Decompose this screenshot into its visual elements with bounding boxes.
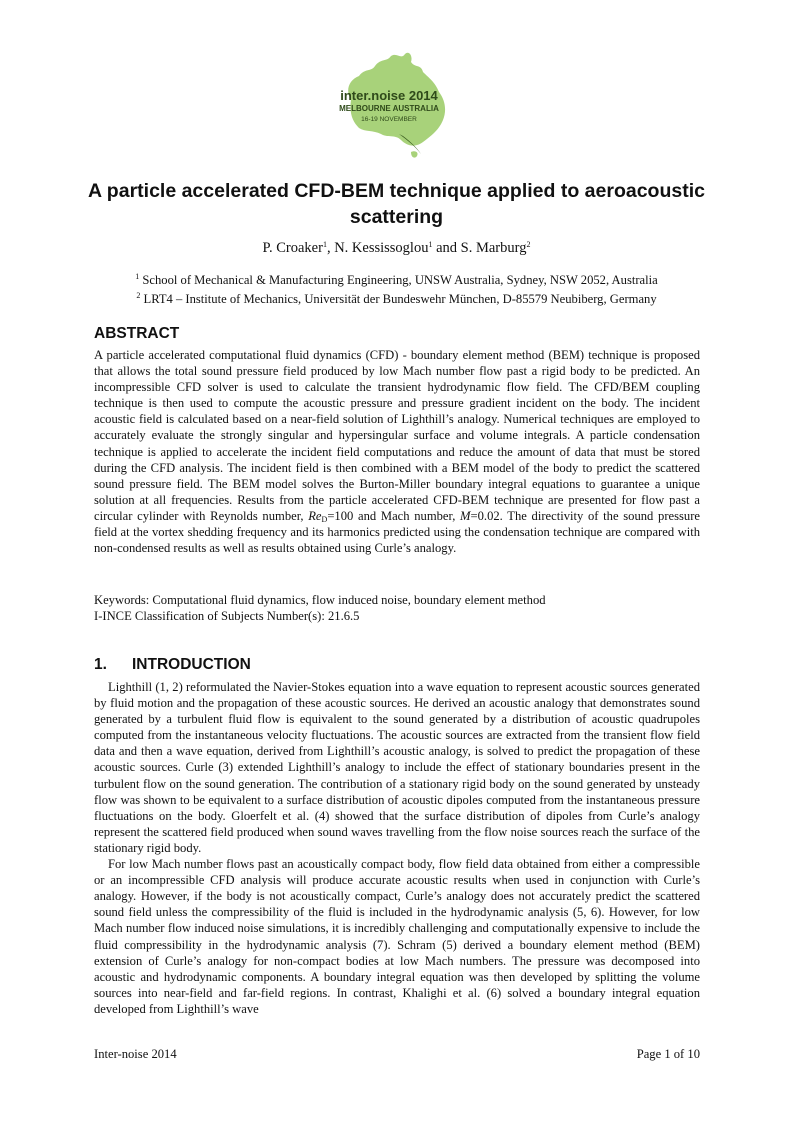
keywords-block (94, 592, 700, 624)
introduction-paragraph-1: Lighthill (1, 2) reformulated the Navier-Stokes equation into a wave equation to represent acoustic sources generated by fluid motion and the propagation of these acoustic sources. He derived an acoustic analogy that demonstrates sound generated by a turbulent fluid flow is equivalent to the sound generated by a distribution of acoustic quadrupoles computed from the instantaneous velocity fluctuations. The acoustic sources are extracted from the transient flow field data and then a wave equation, derived from Lighthill’s acoustic analogy, is solved to predict the propagation of these acoustic sources. Curle (3) extended Lighthill’s analogy to include the effect of stationary boundaries present in the turbulent flow on the sound generation. The contribution of a stationary rigid body on the sound generated by unsteady flow was shown to be equivalent to a surface distribution of acoustic dipoles computed from the instantaneous pressure fluctuations on the body. Gloerfelt et al. (4) showed that the surface distribution of dipoles from Curle’s analogy represent the scattered field produced when sound waves travelling from the flow noise sources reach the surface of the stationary rigid body. (94, 680, 700, 855)
author-conjunction: and (436, 240, 458, 256)
affiliation-marker: 1 (428, 240, 433, 249)
australia-map-logo (311, 42, 467, 164)
affiliation-marker: 2 (526, 240, 531, 249)
introduction-paragraph-2: For low Mach number flows past an acoustically compact body, flow field data obtained from either a compressible or an incompressible CFD analysis will produce accurate acoustic results when used in conjunction with Curle’s analogy. However, if the body is not acoustically compact, Curle’s analogy does not accurately predict the scattered sound field unless the compressibility of the fluid is included in the hydrodynamic analysis (5, 6). However, for low Mach number flow induced noise simulations, it is incredibly challenging and computationally expensive to include the fluid compressibility in the hydrodynamic analysis (7). Schram (5) derived a boundary element method (BEM) extension of Curle’s analogy for non-compact bodies at low Mach numbers. The pressure was decomposed into acoustic and hydrodynamic components. A boundary integral equation was then developed by splitting the volume sources into near-field and far-field regions. In contrast, Khalighi et al. (6) solved a boundary integral equation developed from Lighthill’s wave (94, 857, 700, 1016)
affiliation-marker: 1 (135, 272, 140, 281)
author-list: P. Croaker$^1$, N. Kessissoglou$^1$ and S. Marburg$^2$ (262, 240, 531, 256)
affiliation-text: School of Mechanical & Manufacturing Engineering, UNSW Australia, Sydney, NSW 2052, Australia (142, 273, 658, 287)
reynolds-subscript: D (321, 514, 328, 524)
title-line-1: A particle accelerated CFD-BEM technique applied to aeroacoustic (88, 180, 705, 202)
title-line-2: scattering (349, 206, 444, 228)
abstract-paragraph (94, 347, 700, 556)
author-name: N. Kessissoglou (334, 240, 429, 256)
section-number: 1. (94, 656, 107, 673)
logo-brand-text: inter.noise 2014 (340, 88, 438, 103)
section-title: INTRODUCTION (132, 656, 251, 673)
affiliation-2 (60, 292, 733, 307)
keywords-line: Keywords: Computational fluid dynamics, flow induced noise, boundary element method (94, 593, 546, 607)
logo-dates-text: 16-19 NOVEMBER (361, 116, 417, 123)
logo-location-text: MELBOURNE AUSTRALIA (339, 104, 439, 113)
footer-page-number: Page 1 of 10 (636, 1047, 700, 1061)
conference-logo (311, 42, 467, 164)
reynolds-value: =100 and Mach number, (327, 508, 461, 523)
introduction-body (94, 679, 700, 1017)
abstract-text-part-1: A particle accelerated computational fluid dynamics (CFD) - boundary element method (BEM) technique is proposed that allows the total sound pressure field produced by low Mach number flow past a rigid body to be predicted. An incompressible CFD solver is used to calculate the transient hydrodynamic flow field. The CFD/BEM coupling technique is then used to compute the acoustic pressure and pressure gradient incident on the body. The incident acoustic field is calculated based on a near-field solution of Lighthill’s analogy. Numerical techniques are employed to accurately evaluate the strongly singular and hypersingular surface and volume integrals. A particle condensation technique is applied to accelerate the incident field computations and reduce the amount of data that must be stored during the CFD analysis. The incident field is then combined with a BEM model of the body to predict the scattered sound pressure field. The BEM model solves the Burton-Miller boundary integral equations to guarantee a unique solution at all frequencies. Results from the particle accelerated CFD-BEM technique are presented for flow past a circular cylinder with Reynolds number, (94, 348, 700, 523)
introduction-heading (94, 656, 251, 674)
tasmania-shape (411, 151, 418, 157)
classification-line: I-INCE Classification of Subjects Number(s): 21.6.5 (94, 609, 360, 624)
affiliation-text: LRT4 – Institute of Mechanics, Universität der Bundeswehr München, D-85579 Neubiberg, Germany (143, 292, 657, 306)
abstract-heading: ABSTRACT (94, 325, 180, 342)
affiliation-marker: 1 (322, 240, 327, 249)
abstract-text-part-2: =0.02. The directivity of the sound pressure field at the vortex shedding frequency and its harmonics predicted using the condensation technique are compared with non-condensed results as well as results obtained using Curle’s analogy. (94, 508, 700, 556)
affiliation-1 (60, 273, 733, 288)
author-name: S. Marburg (460, 240, 527, 256)
paper-title (60, 178, 733, 230)
footer-conference: Inter-noise 2014 (94, 1047, 177, 1061)
reynolds-symbol: Re (308, 508, 322, 523)
author-name: P. Croaker (262, 240, 323, 256)
mach-symbol: M (460, 508, 471, 523)
affiliation-marker: 2 (136, 291, 141, 300)
